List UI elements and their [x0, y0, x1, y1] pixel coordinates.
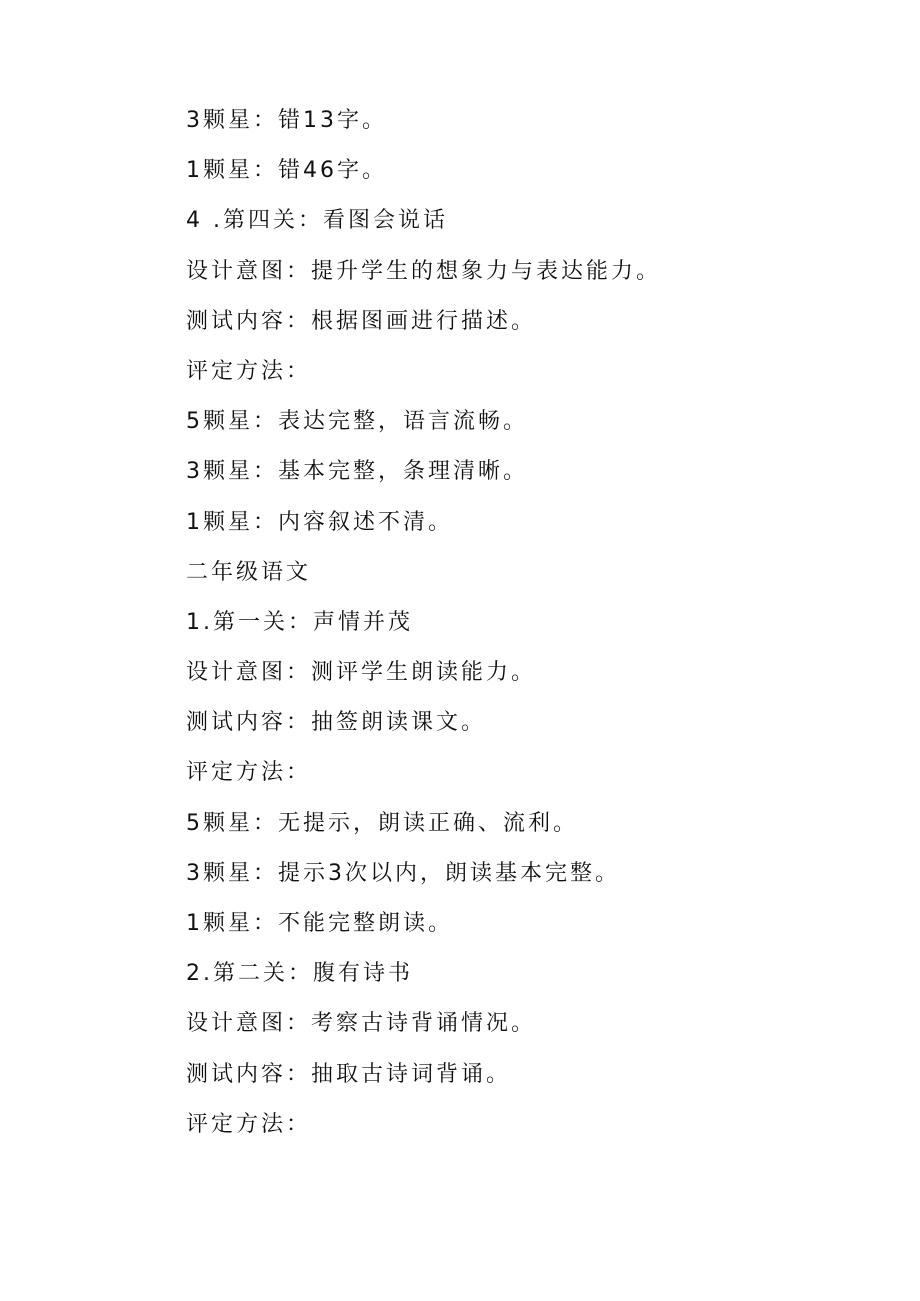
section-heading-level-4: 4 .第四关：看图会说话 [186, 208, 448, 234]
rating-3-stars-line: 3颗星：错13字。 [186, 108, 387, 133]
section-heading-level-1: 1.第一关：声情并茂 [186, 609, 413, 635]
rating-5-stars-line: 5颗星：无提示，朗读正确、流利。 [186, 810, 578, 836]
evaluation-method-label: 评定方法： [186, 760, 312, 786]
design-intent-line: 设计意图：考察古诗背诵情况。 [186, 1011, 537, 1037]
rating-1-star-line: 1颗星：不能完整朗读。 [186, 911, 453, 936]
rating-5-stars-line: 5颗星：表达完整，语言流畅。 [186, 409, 528, 435]
rating-3-stars-line: 3颗星：提示3次以内，朗读基本完整。 [186, 860, 620, 886]
grade-subject-heading: 二年级语文 [186, 559, 312, 585]
test-content-line: 测试内容：抽取古诗词背诵。 [186, 1061, 512, 1087]
section-heading-level-2: 2.第二关：腹有诗书 [186, 961, 413, 987]
test-content-line: 测试内容：根据图画进行描述。 [186, 308, 537, 334]
test-content-line: 测试内容：抽签朗读课文。 [186, 710, 487, 736]
design-intent-line: 设计意图：提升学生的想象力与表达能力。 [186, 258, 662, 284]
rating-1-star-line: 1颗星：错46字。 [186, 158, 387, 184]
rating-3-stars-line: 3颗星：基本完整，条理清晰。 [186, 459, 528, 485]
document-body [186, 103, 886, 1157]
evaluation-method-label: 评定方法： [186, 1111, 312, 1137]
design-intent-line: 设计意图：测评学生朗读能力。 [186, 660, 537, 686]
evaluation-method-label: 评定方法： [186, 358, 312, 384]
rating-1-star-line: 1颗星：内容叙述不清。 [186, 509, 453, 535]
